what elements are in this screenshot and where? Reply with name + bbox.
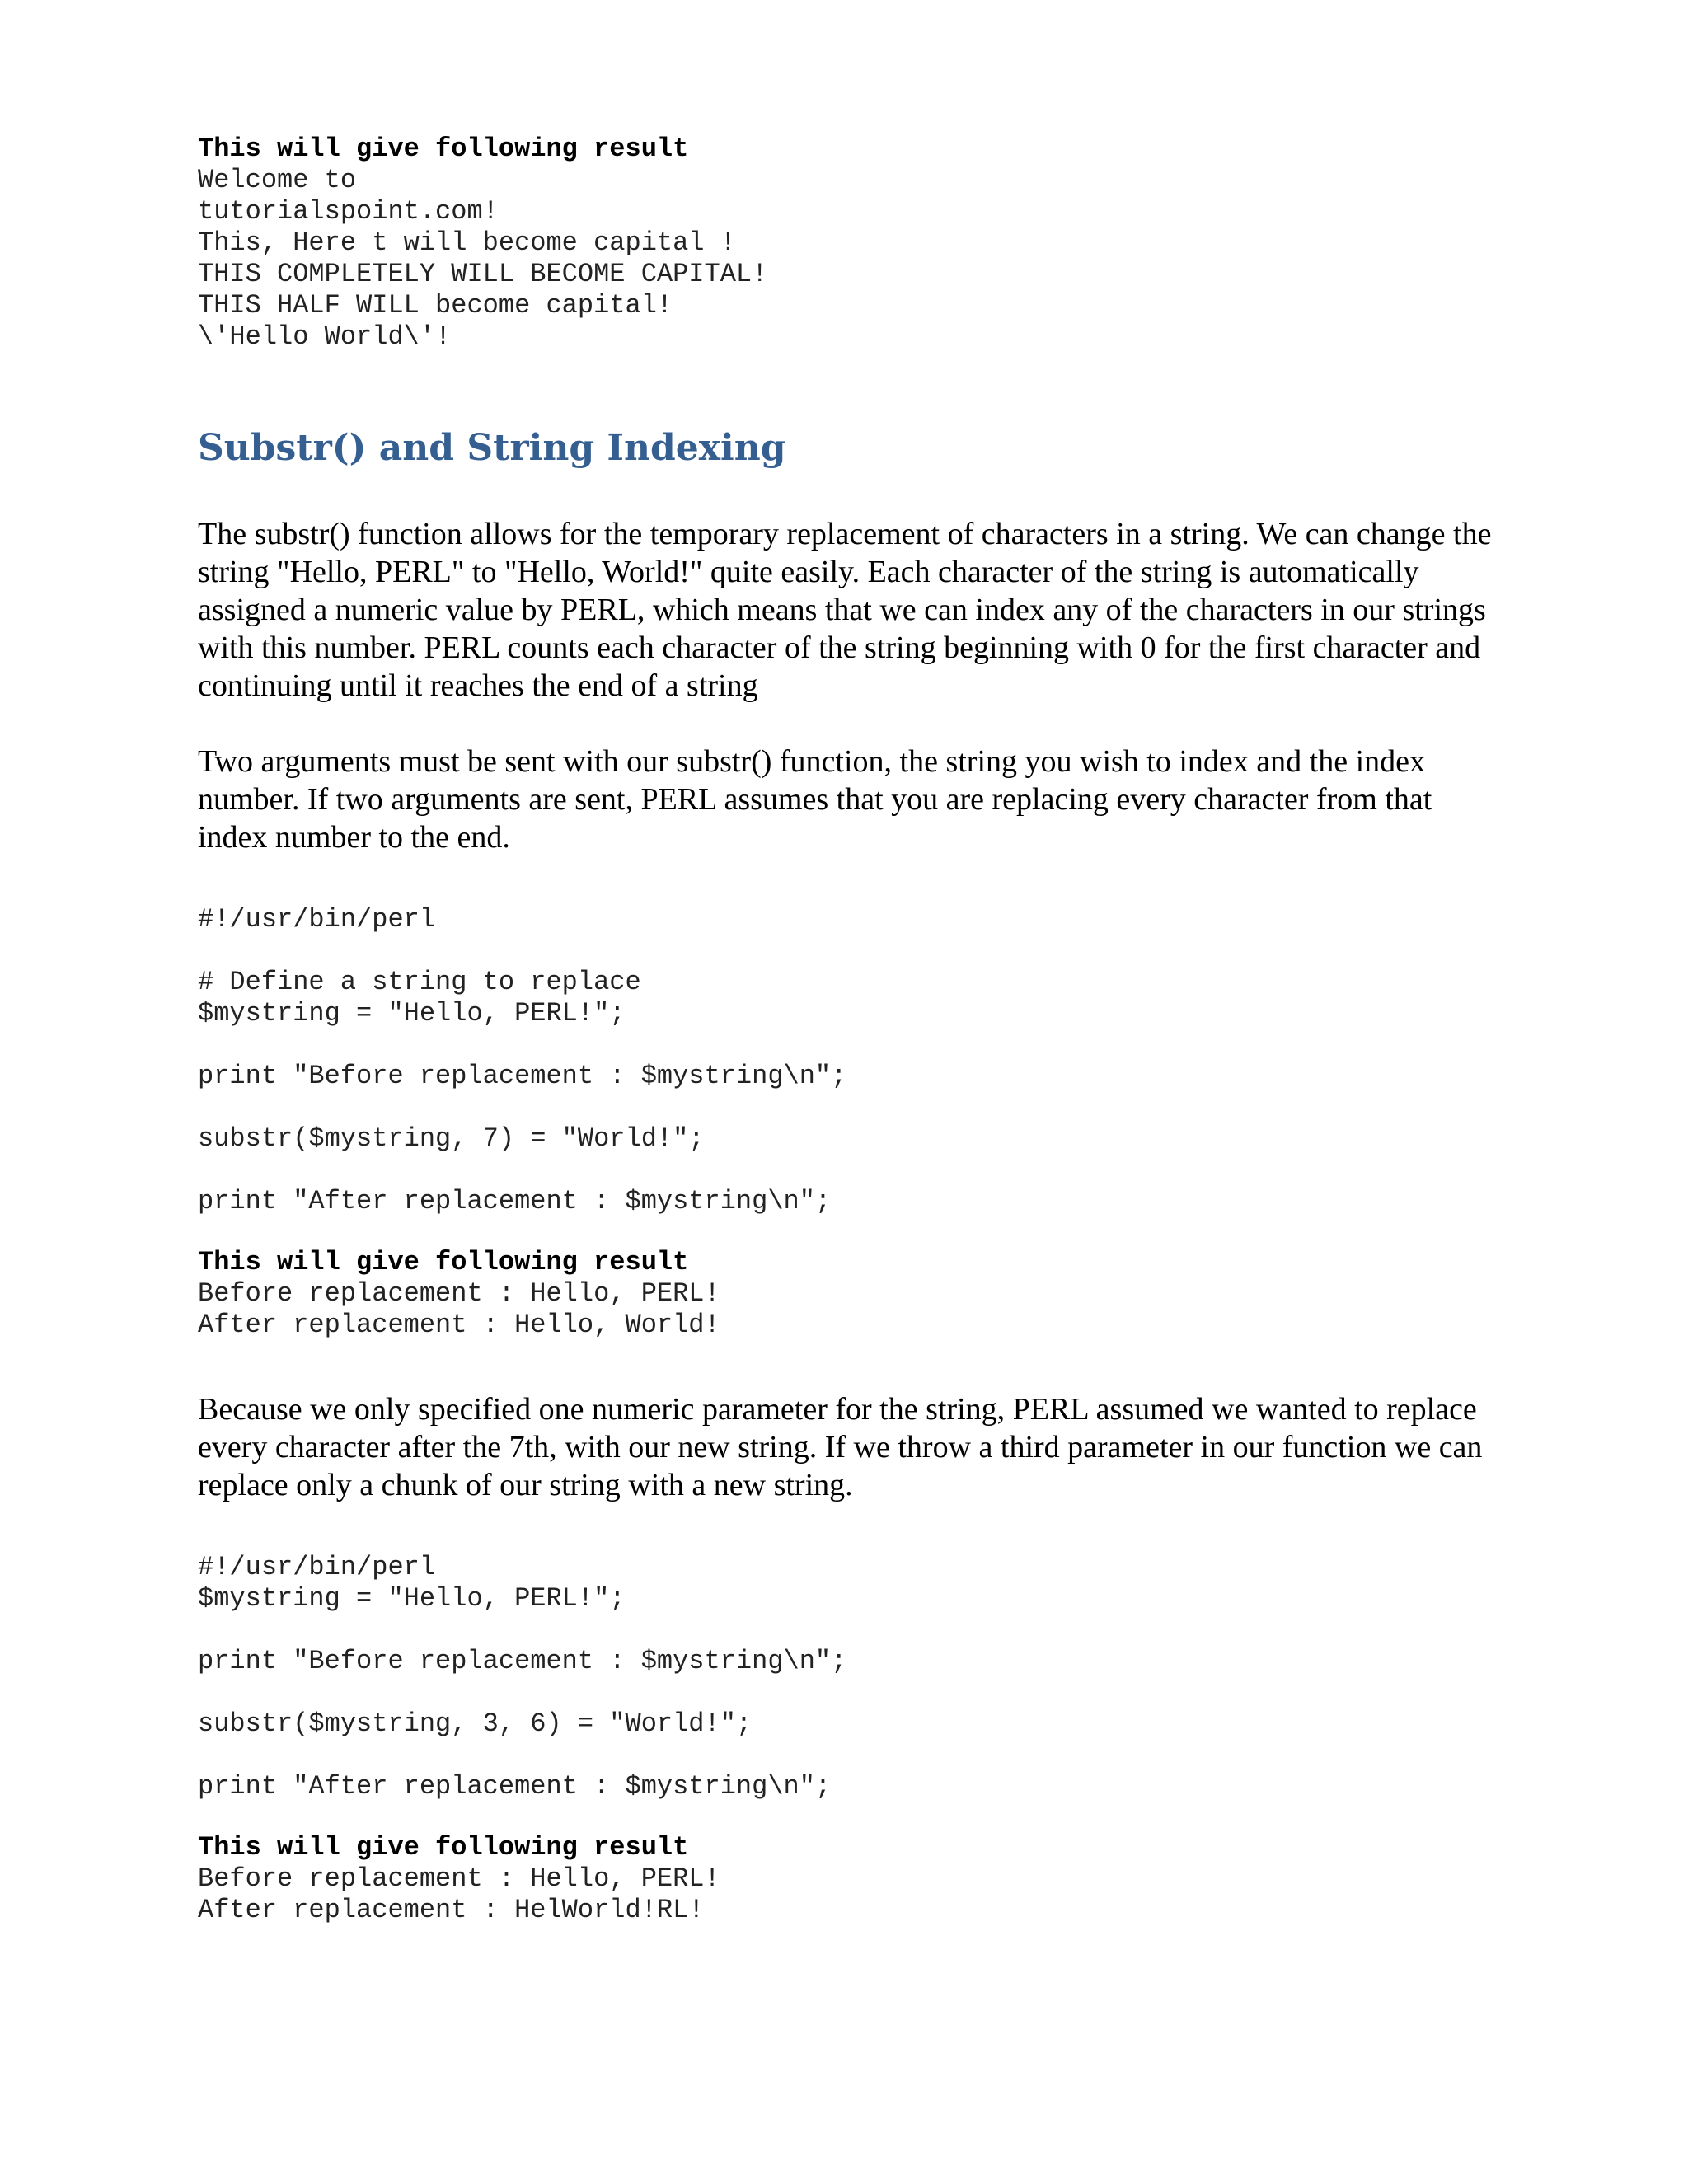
code-line: substr($mystring, 3, 6) = "World!"; bbox=[198, 1708, 753, 1739]
result-label: This will give following result bbox=[198, 1247, 689, 1277]
code-line: print "Before replacement : $mystring\n"; bbox=[198, 1646, 847, 1676]
result-line: After replacement : HelWorld!RL! bbox=[198, 1895, 705, 1925]
result-line: THIS HALF WILL become capital! bbox=[198, 290, 673, 321]
result-line: THIS COMPLETELY WILL BECOME CAPITAL! bbox=[198, 259, 768, 289]
paragraph-arguments: Two arguments must be sent with our substr() function, the string you wish to index and the index number. If two arguments are sent, PERL assumes that you are replacing every character from that index number to the end. bbox=[198, 744, 1432, 855]
result-line: \'Hello World\'! bbox=[198, 321, 452, 352]
code-line: print "After replacement : $mystring\n"; bbox=[198, 1771, 832, 1802]
result-line: Before replacement : Hello, PERL! bbox=[198, 1278, 720, 1309]
code-line: # Define a string to replace bbox=[198, 967, 641, 997]
result-line: Welcome to bbox=[198, 165, 357, 195]
code-line: $mystring = "Hello, PERL!"; bbox=[198, 1583, 626, 1614]
section-heading: Substr() and String Indexing bbox=[198, 427, 786, 469]
code-block-2 bbox=[198, 1552, 1500, 1802]
result-block-1 bbox=[198, 1247, 1500, 1341]
result-line: Before replacement : Hello, PERL! bbox=[198, 1863, 720, 1894]
result-label: This will give following result bbox=[198, 134, 689, 164]
result-line: tutorialspoint.com! bbox=[198, 196, 499, 227]
result-line: After replacement : Hello, World! bbox=[198, 1310, 720, 1340]
result-block-2 bbox=[198, 1832, 1500, 1926]
code-line: print "After replacement : $mystring\n"; bbox=[198, 1186, 832, 1216]
result-line: This, Here t will become capital ! bbox=[198, 227, 736, 258]
code-line: substr($mystring, 7) = "World!"; bbox=[198, 1123, 705, 1154]
document-content bbox=[198, 134, 1500, 1926]
code-line: print "Before replacement : $mystring\n"; bbox=[198, 1061, 847, 1091]
paragraph-intro: The substr() function allows for the temporary replacement of characters in a string. We can change the string "Hello, PERL" to "Hello, World!" quite easily. Each character of the string is automatically assigned a numeric value by PERL, which means that we can index any of the characters in our strings with this number. PERL counts each character of the string beginning with 0 for the first character and continuing until it reaches the end of a string bbox=[198, 517, 1492, 703]
top-result-block bbox=[198, 134, 1500, 353]
code-line: $mystring = "Hello, PERL!"; bbox=[198, 998, 626, 1029]
paragraph-third-parameter: Because we only specified one numeric parameter for the string, PERL assumed we wanted to replace every character after the 7th, with our new string. If we throw a third parameter in our function we can replace only a chunk of our string with a new string. bbox=[198, 1392, 1483, 1502]
code-block-1 bbox=[198, 904, 1500, 1217]
code-line: #!/usr/bin/perl bbox=[198, 904, 436, 935]
result-label: This will give following result bbox=[198, 1832, 689, 1863]
code-line: #!/usr/bin/perl bbox=[198, 1552, 436, 1582]
